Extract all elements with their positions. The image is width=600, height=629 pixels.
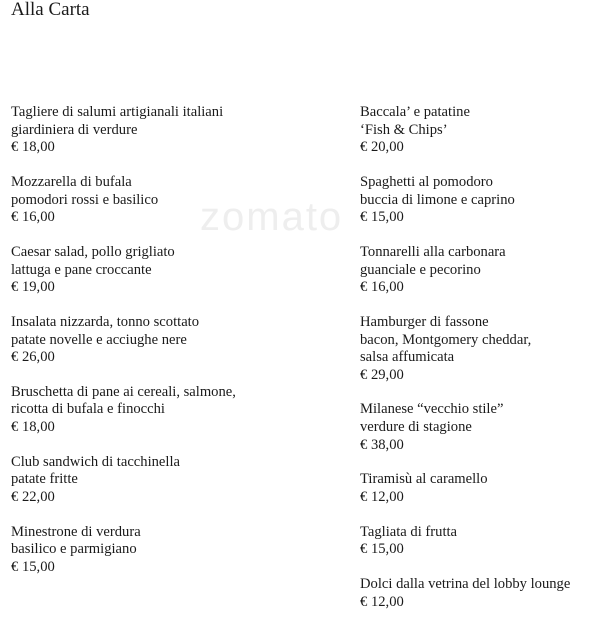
dish-description: verdure di stagione bbox=[360, 419, 472, 436]
dish-description: lattuga e pane croccante bbox=[11, 261, 152, 278]
dish-name: Spaghetti al pomodoro bbox=[360, 173, 493, 190]
dish-description: basilico e parmigiano bbox=[11, 541, 137, 558]
dish-name: Minestrone di verdura bbox=[11, 523, 141, 540]
dish-description: patate fritte bbox=[11, 471, 78, 488]
dish-description: ricotta di bufala e finocchi bbox=[11, 401, 165, 418]
dish-price: € 19,00 bbox=[11, 279, 55, 296]
dish-name: Dolci dalla vetrina del lobby lounge bbox=[360, 576, 571, 593]
dish-name: Mozzarella di bufala bbox=[11, 173, 132, 190]
page-title: Alla Carta bbox=[11, 0, 90, 20]
menu-column-right bbox=[360, 104, 598, 629]
dish-name: Caesar salad, pollo grigliato bbox=[11, 243, 175, 260]
menu-item bbox=[11, 314, 341, 367]
menu-item bbox=[360, 174, 598, 227]
menu-item bbox=[11, 454, 341, 507]
dish-name: Tiramisù al caramello bbox=[360, 471, 488, 488]
dish-description: giardiniera di verdure bbox=[11, 121, 138, 138]
dish-name: Club sandwich di tacchinella bbox=[11, 453, 180, 470]
dish-name: Tagliata di frutta bbox=[360, 523, 458, 540]
menu-item bbox=[11, 244, 341, 297]
dish-price: € 15,00 bbox=[360, 541, 404, 558]
dish-price: € 22,00 bbox=[11, 489, 55, 506]
menu-item bbox=[360, 524, 598, 559]
dish-name: Bruschetta di pane ai cereali, salmone, bbox=[11, 383, 236, 400]
dish-price: € 29,00 bbox=[360, 366, 404, 383]
menu-item bbox=[11, 524, 341, 577]
watermark-logo: zomato bbox=[200, 195, 344, 239]
dish-price: € 12,00 bbox=[360, 489, 404, 506]
dish-description: bacon, Montgomery cheddar, bbox=[360, 331, 532, 348]
dish-description: guanciale e pecorino bbox=[360, 261, 481, 278]
dish-price: € 16,00 bbox=[11, 209, 55, 226]
menu-item bbox=[360, 471, 598, 506]
menu-item bbox=[11, 104, 341, 157]
dish-name: Milanese “vecchio stile” bbox=[360, 401, 504, 418]
dish-name: Insalata nizzarda, tonno scottato bbox=[11, 313, 200, 330]
dish-name: Tagliere di salumi artigianali italiani bbox=[11, 104, 224, 120]
dish-name: Tonnarelli alla carbonara bbox=[360, 243, 506, 260]
dish-price: € 15,00 bbox=[11, 559, 55, 575]
menu-item bbox=[11, 384, 341, 437]
dish-name: Baccala’ e patatine bbox=[360, 104, 470, 120]
dish-description: patate novelle e acciughe nere bbox=[11, 331, 187, 348]
dish-price: € 15,00 bbox=[360, 209, 404, 226]
dish-description: ‘Fish & Chips’ bbox=[360, 121, 448, 138]
dish-price: € 20,00 bbox=[360, 139, 404, 156]
dish-price: € 38,00 bbox=[360, 436, 404, 453]
dish-price: € 12,00 bbox=[360, 593, 404, 610]
menu-item bbox=[11, 174, 341, 227]
dish-price: € 16,00 bbox=[360, 279, 404, 296]
menu-item bbox=[360, 244, 598, 297]
dish-description: buccia di limone e caprino bbox=[360, 191, 515, 208]
dish-name: Hamburger di fassone bbox=[360, 313, 489, 330]
menu-column-left bbox=[11, 104, 344, 594]
dish-price: € 18,00 bbox=[11, 419, 55, 436]
menu-item bbox=[360, 576, 598, 611]
dish-price: € 26,00 bbox=[11, 349, 55, 366]
menu-item bbox=[360, 104, 598, 157]
menu-item bbox=[360, 401, 598, 454]
menu-item bbox=[360, 314, 598, 384]
dish-description: salsa affumicata bbox=[360, 349, 455, 366]
dish-description: pomodori rossi e basilico bbox=[11, 191, 159, 208]
dish-price: € 18,00 bbox=[11, 139, 55, 156]
